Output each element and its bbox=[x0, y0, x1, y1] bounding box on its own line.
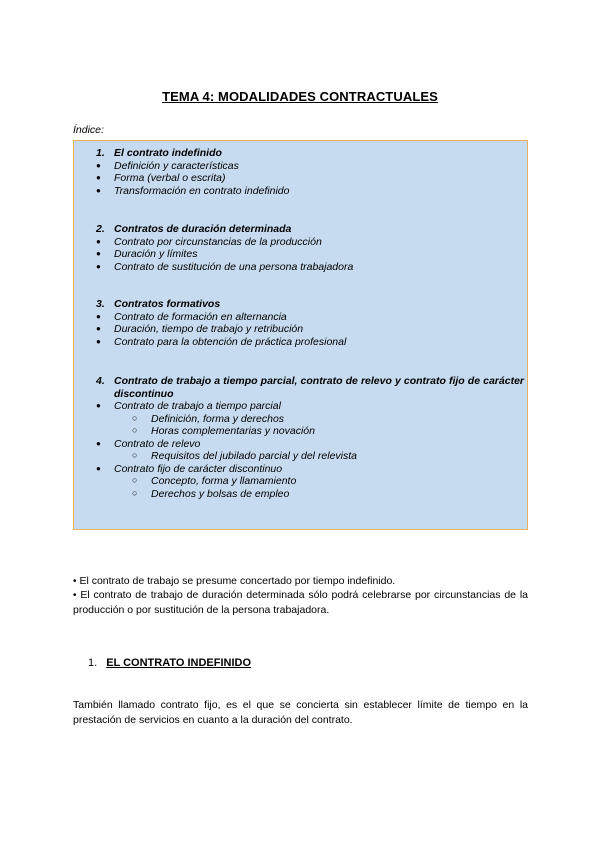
subitem-text: Requisitos del jubilado parcial y del relevista bbox=[151, 450, 358, 462]
index-section-2 bbox=[94, 223, 524, 273]
index-item[interactable] bbox=[94, 311, 524, 324]
index-subitem[interactable] bbox=[94, 488, 524, 501]
index-item[interactable] bbox=[94, 248, 524, 261]
circle-bullet-icon: ○ bbox=[132, 487, 138, 498]
subitem-text: Derechos y bolsas de empleo bbox=[151, 487, 290, 500]
index-item[interactable] bbox=[94, 261, 524, 274]
page-title: TEMA 4: MODALIDADES CONTRACTUALES bbox=[162, 89, 438, 104]
section-heading-text: Contratos formativos bbox=[114, 298, 221, 310]
section-1-heading bbox=[88, 657, 251, 669]
index-item[interactable] bbox=[94, 236, 524, 249]
item-text: Forma (verbal o escrita) bbox=[114, 172, 226, 184]
bullet-icon: ● bbox=[96, 438, 101, 448]
index-label: Índice: bbox=[73, 124, 104, 136]
index-section-heading[interactable] bbox=[94, 147, 524, 160]
circle-bullet-icon: ○ bbox=[132, 475, 138, 485]
bullet-icon: ● bbox=[96, 401, 101, 410]
bullet-icon: ● bbox=[96, 160, 101, 170]
item-text: Contrato para la obtención de práctica profesional bbox=[114, 335, 347, 348]
item-text: Contrato de relevo bbox=[114, 437, 201, 450]
section-heading-text: El contrato indefinido bbox=[114, 147, 222, 159]
section-heading-text: Contratos de duración determinada bbox=[114, 223, 292, 235]
item-text: Transformación en contrato indefinido bbox=[114, 184, 290, 197]
note-indefinido bbox=[73, 574, 528, 589]
section-number: 1. bbox=[88, 657, 98, 669]
index-subitem[interactable] bbox=[94, 413, 524, 426]
section-1-paragraph: También llamado contrato fijo, es el que se concierta sin establecer límite de tiempo en la prestación de servicios en cuanto a la duración del contrato. bbox=[73, 699, 528, 726]
index-item[interactable] bbox=[94, 160, 524, 173]
index-item[interactable] bbox=[94, 463, 524, 476]
circle-bullet-icon: ○ bbox=[132, 450, 138, 460]
bullet-icon: ● bbox=[96, 336, 101, 346]
index-section-3 bbox=[94, 298, 524, 348]
bullet-icon: ● bbox=[96, 463, 101, 473]
section-number: 2. bbox=[96, 223, 105, 235]
bullet-icon: • bbox=[73, 590, 77, 601]
circle-bullet-icon: ○ bbox=[132, 425, 138, 435]
index-subitem[interactable] bbox=[94, 475, 524, 488]
index-section-heading[interactable] bbox=[94, 223, 524, 236]
bullet-icon: ● bbox=[96, 249, 101, 258]
note-text: El contrato de trabajo se presume concertado por tiempo indefinido. bbox=[79, 575, 396, 587]
bullet-icon: ● bbox=[96, 261, 101, 271]
index-item[interactable] bbox=[94, 400, 524, 413]
index-item[interactable] bbox=[94, 185, 524, 198]
bullet-icon: ● bbox=[96, 185, 101, 195]
index-item[interactable] bbox=[94, 172, 524, 185]
subitem-text: Concepto, forma y llamamiento bbox=[151, 475, 297, 487]
item-text: Contrato de trabajo a tiempo parcial bbox=[114, 400, 281, 412]
index-item[interactable] bbox=[94, 438, 524, 451]
index-subitem[interactable] bbox=[94, 450, 524, 463]
bullet-icon: ● bbox=[96, 173, 101, 182]
item-text: Contrato por circunstancias de la producción bbox=[114, 235, 322, 248]
bullet-icon: ● bbox=[96, 236, 101, 246]
index-subitem[interactable] bbox=[94, 425, 524, 438]
index-section-1 bbox=[94, 147, 524, 197]
item-text: Definición y características bbox=[114, 159, 239, 172]
bullet-icon: • bbox=[73, 576, 77, 587]
item-text: Contrato fijo de carácter discontinuo bbox=[114, 462, 283, 475]
bullet-icon: ● bbox=[96, 324, 101, 333]
section-number: 1. bbox=[96, 147, 105, 159]
item-text: Contrato de formación en alternancia bbox=[114, 310, 287, 323]
subitem-text: Horas complementarias y novación bbox=[151, 425, 315, 437]
item-text: Contrato de sustitución de una persona trabajadora bbox=[114, 260, 354, 273]
item-text: Duración, tiempo de trabajo y retribución bbox=[114, 323, 304, 335]
section-title: EL CONTRATO INDEFINIDO bbox=[106, 657, 252, 669]
circle-bullet-icon: ○ bbox=[132, 412, 138, 423]
index-box bbox=[73, 140, 528, 530]
section-number: 3. bbox=[96, 298, 105, 310]
index-item[interactable] bbox=[94, 323, 524, 336]
bullet-icon: ● bbox=[96, 311, 101, 321]
section-heading-text: Contrato de trabajo a tiempo parcial, contrato de relevo y contrato fijo de carácter discontinuo bbox=[114, 375, 524, 400]
section-number: 4. bbox=[96, 375, 105, 387]
note-text: El contrato de trabajo de duración determinada sólo podrá celebrarse por circunstancias de la producción o por sustitución de la persona trabajadora. bbox=[73, 589, 529, 616]
index-section-heading[interactable] bbox=[94, 298, 524, 311]
index-item[interactable] bbox=[94, 336, 524, 349]
item-text: Duración y límites bbox=[114, 248, 198, 260]
note-duracion bbox=[73, 588, 528, 617]
index-section-heading[interactable] bbox=[94, 375, 524, 400]
subitem-text: Definición, forma y derechos bbox=[151, 412, 285, 425]
index-section-4 bbox=[94, 375, 524, 500]
